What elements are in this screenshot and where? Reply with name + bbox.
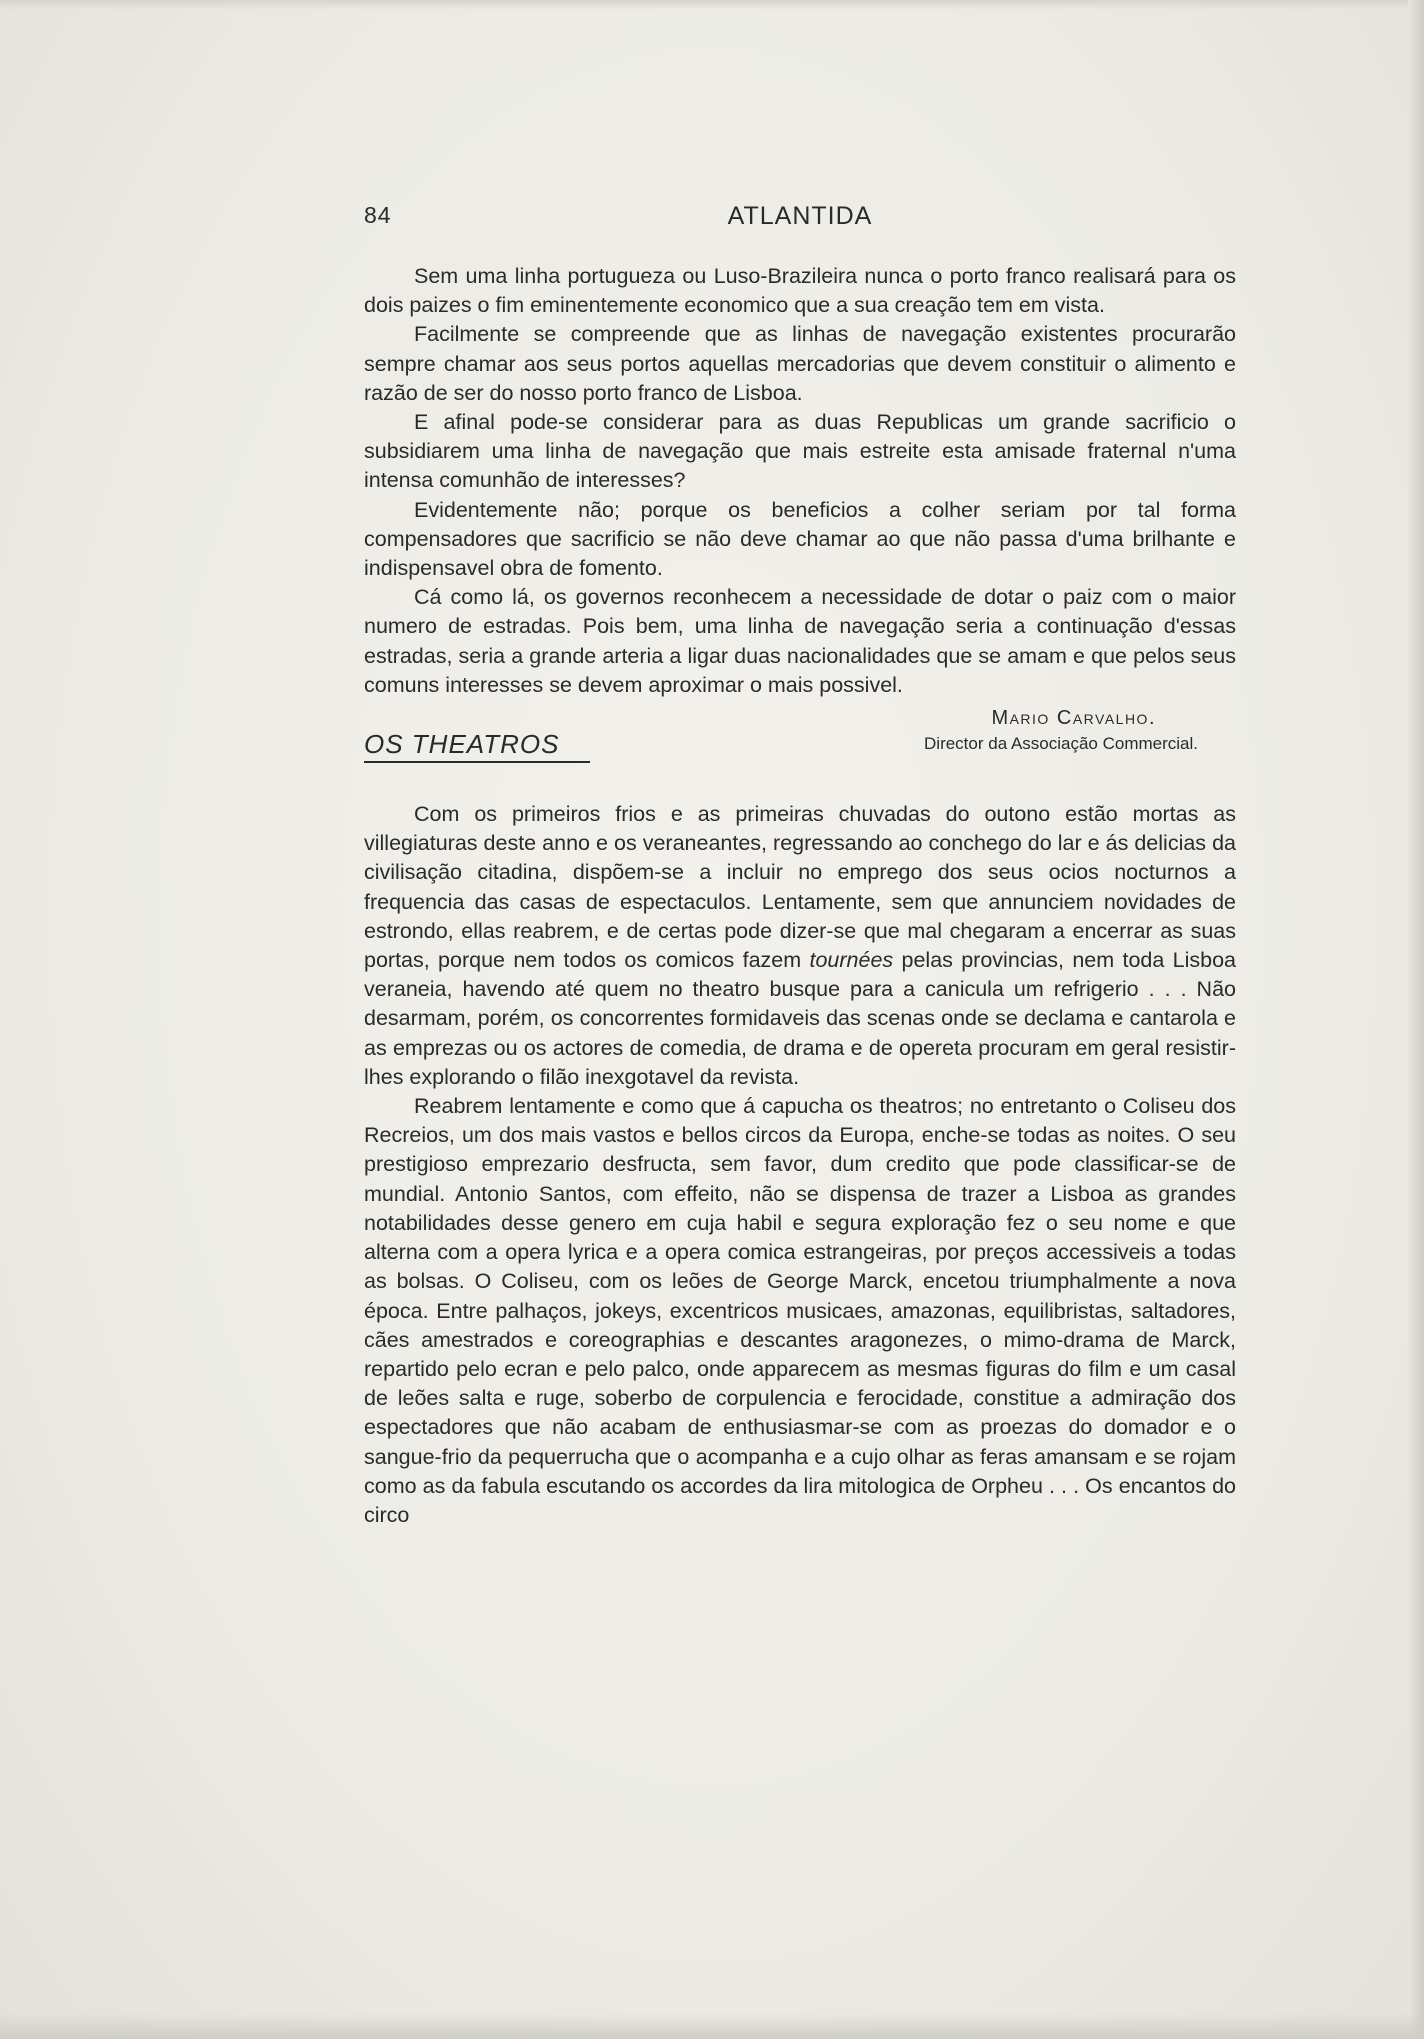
paragraph: Facilmente se compreende que as linhas de navegação existentes procurarão sempre chamar aos seus portos aquellas mercadorias que devem constituir o alimento e razão de ser do nosso porto franco de Lisboa. — [364, 322, 1236, 405]
paragraph-text: Com os primeiros frios e as primeiras chuvadas do outono estão mortas as villegiaturas deste anno e os veraneantes, regressando ao conchego do lar e ás delicias da civilisação citadina, dispõem-se a incluir no emprego dos seus ocios nocturnos a frequencia das casas de espectaculos. Lentamente, sem que annunciem novidades de estrondo, ellas reabrem, e de certas pode dizer-se que mal chegaram a encerrar as suas portas, porque nem todos os comicos fazem — [364, 802, 1236, 973]
paragraph: Cá como lá, os governos reconhecem a necessidade de dotar o paiz com o maior numero de estradas. Pois bem, uma linha de navegação seria a continuação d'essas estradas, seria a grande arteria a ligar duas nacionalidades que se amam e que pelos seus comuns interesses se devem aproximar o mais possivel. — [364, 585, 1236, 697]
section-heading-container — [364, 730, 1236, 800]
paragraph — [364, 800, 1236, 1092]
paragraph: Evidentemente não; porque os beneficios a colher seriam por tal forma compensadores que sacrificio se não deve chamar ao que não passa d'uma brilhante e indispensavel obra de fomento. — [364, 497, 1236, 581]
author-name: Mario Carvalho. — [991, 707, 1156, 730]
section-heading: OS THEATROS — [364, 730, 590, 763]
paragraph-text: pelas provincias, nem toda Lisboa veraneia, havendo até quem no theatro busque para a canicula um refrigerio . . . Não desarmam, porém, os concorrentes formidaveis das scenas onde se declama e cantarola e as emprezas ou os actores de comedia, de drama e de opereta procuram em geral resistir-lhes explorando o filão inexgotavel da revista. — [364, 948, 1236, 1089]
page-bottom-shadow — [0, 2013, 1424, 2039]
running-head — [364, 196, 1236, 236]
paragraph: E afinal pode-se considerar para as duas Republicas um grande sacrificio o subsidiarem uma linha de navegação que mais estreite esta amisade fraternal n'uma intensa comunhão de interesses? — [364, 410, 1236, 493]
journal-title: ATLANTIDA — [727, 202, 873, 230]
page-content — [364, 196, 1236, 1530]
page-right-edge — [1408, 0, 1424, 2039]
emphasis-text: tournées — [809, 948, 894, 973]
page-top-shadow — [0, 0, 1424, 10]
author-role: Director da Associação Commercial. — [924, 734, 1198, 754]
author-signature — [364, 704, 1236, 732]
article-body — [364, 262, 1236, 1530]
paragraph: Reabrem lentamente e como que á capucha os theatros; no entretanto o Coliseu dos Recreios, um dos mais vastos e bellos circos da Europa, enche-se todas as noites. O seu prestigioso emprezario desfructa, sem favor, dum credito que pode classificar-se de mundial. Antonio Santos, com effeito, não se dispensa de trazer a Lisboa as grandes notabilidades desse genero em cuja habil e segura exploração fez o seu nome e que alterna com a opera lyrica e a opera comica estrangeiras, por preços accessiveis a todas as bolsas. O Coliseu, com os leões de George Marck, encetou triumphalmente a nova época. Entre palhaços, jokeys, excentricos musicaes, amazonas, equilibristas, saltadores, cães amestrados e coreographias e descantes aragonezes, o mimo-drama de Marck, repartido pelo ecran e pelo palco, onde apparecem as mesmas figuras do film e um casal de leões salta e ruge, soberbo de corpulencia e ferocidade, constitue a admiração dos espectadores que não acabam de enthusiasmar-se com as proezas do domador e o sangue-frio da pequerrucha que o acompanha e a cujo olhar as feras amansam e se rojam como as da fabula escutando os accordes da lira mitologica de Orpheu . . . Os encantos do circo — [364, 1094, 1236, 1527]
page-number: 84 — [364, 202, 392, 228]
paragraph: Sem uma linha portugueza ou Luso-Brazileira nunca o porto franco realisará para os dois paizes o fim eminentemente economico que a sua creação tem em vista. — [364, 264, 1236, 318]
